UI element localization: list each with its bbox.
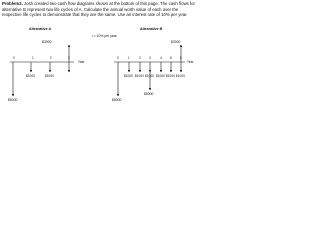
alternative-a-initial-cost: $5000 <box>8 98 18 102</box>
alternative-b-flow-label: $1000 <box>176 74 185 78</box>
problem-label: Problem2. <box>2 1 23 6</box>
alternative-b-flow-label: $1000 <box>166 74 175 78</box>
alternative-a-title: Alternative A <box>29 27 52 31</box>
alternative-b-flow-label: $1000 <box>156 74 165 78</box>
alternative-a-tick: 1 <box>32 56 34 60</box>
alternative-b-flow-label: $1000 <box>135 74 144 78</box>
alternative-a-flow-label: $1000 <box>45 74 54 78</box>
alternative-b-flow-label: $1000 <box>124 74 133 78</box>
alternative-a-top-value: $3000 <box>42 40 52 44</box>
interest-rate-label: i = 10% per year <box>92 34 117 38</box>
problem-text: Josh created two cash flow diagrams shown at the bottom of this page. The cash flows for alternative B represent two life cycles of A. Calculate the annual worth value of each over the respective life cycles to demonstrate that they are the same. Use an interest rate of 10% per year. <box>2 1 195 17</box>
alternative-b-tick: 2 <box>139 56 141 60</box>
alternative-a-diagram <box>8 27 85 102</box>
alternative-a-tick: 0 <box>13 56 15 60</box>
alternative-b-top-value: $3000 <box>171 40 181 44</box>
alternative-b-tick: 3 <box>149 56 151 60</box>
alternative-a-flow-label: $1000 <box>26 74 35 78</box>
alternative-a-tick: 2 <box>50 56 52 60</box>
alternative-b-replacement-cost: $5000 <box>144 92 154 96</box>
alternative-b-tick: 1 <box>128 56 130 60</box>
alternative-b-diagram <box>112 27 194 102</box>
alternative-b-initial-cost: $5000 <box>112 98 122 102</box>
alternative-b-year-label: Year <box>187 60 194 64</box>
cash-flow-diagrams <box>0 0 200 107</box>
alternative-b-tick: 0 <box>117 56 119 60</box>
alternative-b-flow-label: $1000 <box>145 74 154 78</box>
alternative-b-tick: 4 <box>160 56 162 60</box>
alternative-b-title: Alternative B <box>140 27 163 31</box>
alternative-a-year-label: Year <box>78 60 85 64</box>
alternative-b-tick: 5 <box>170 56 172 60</box>
